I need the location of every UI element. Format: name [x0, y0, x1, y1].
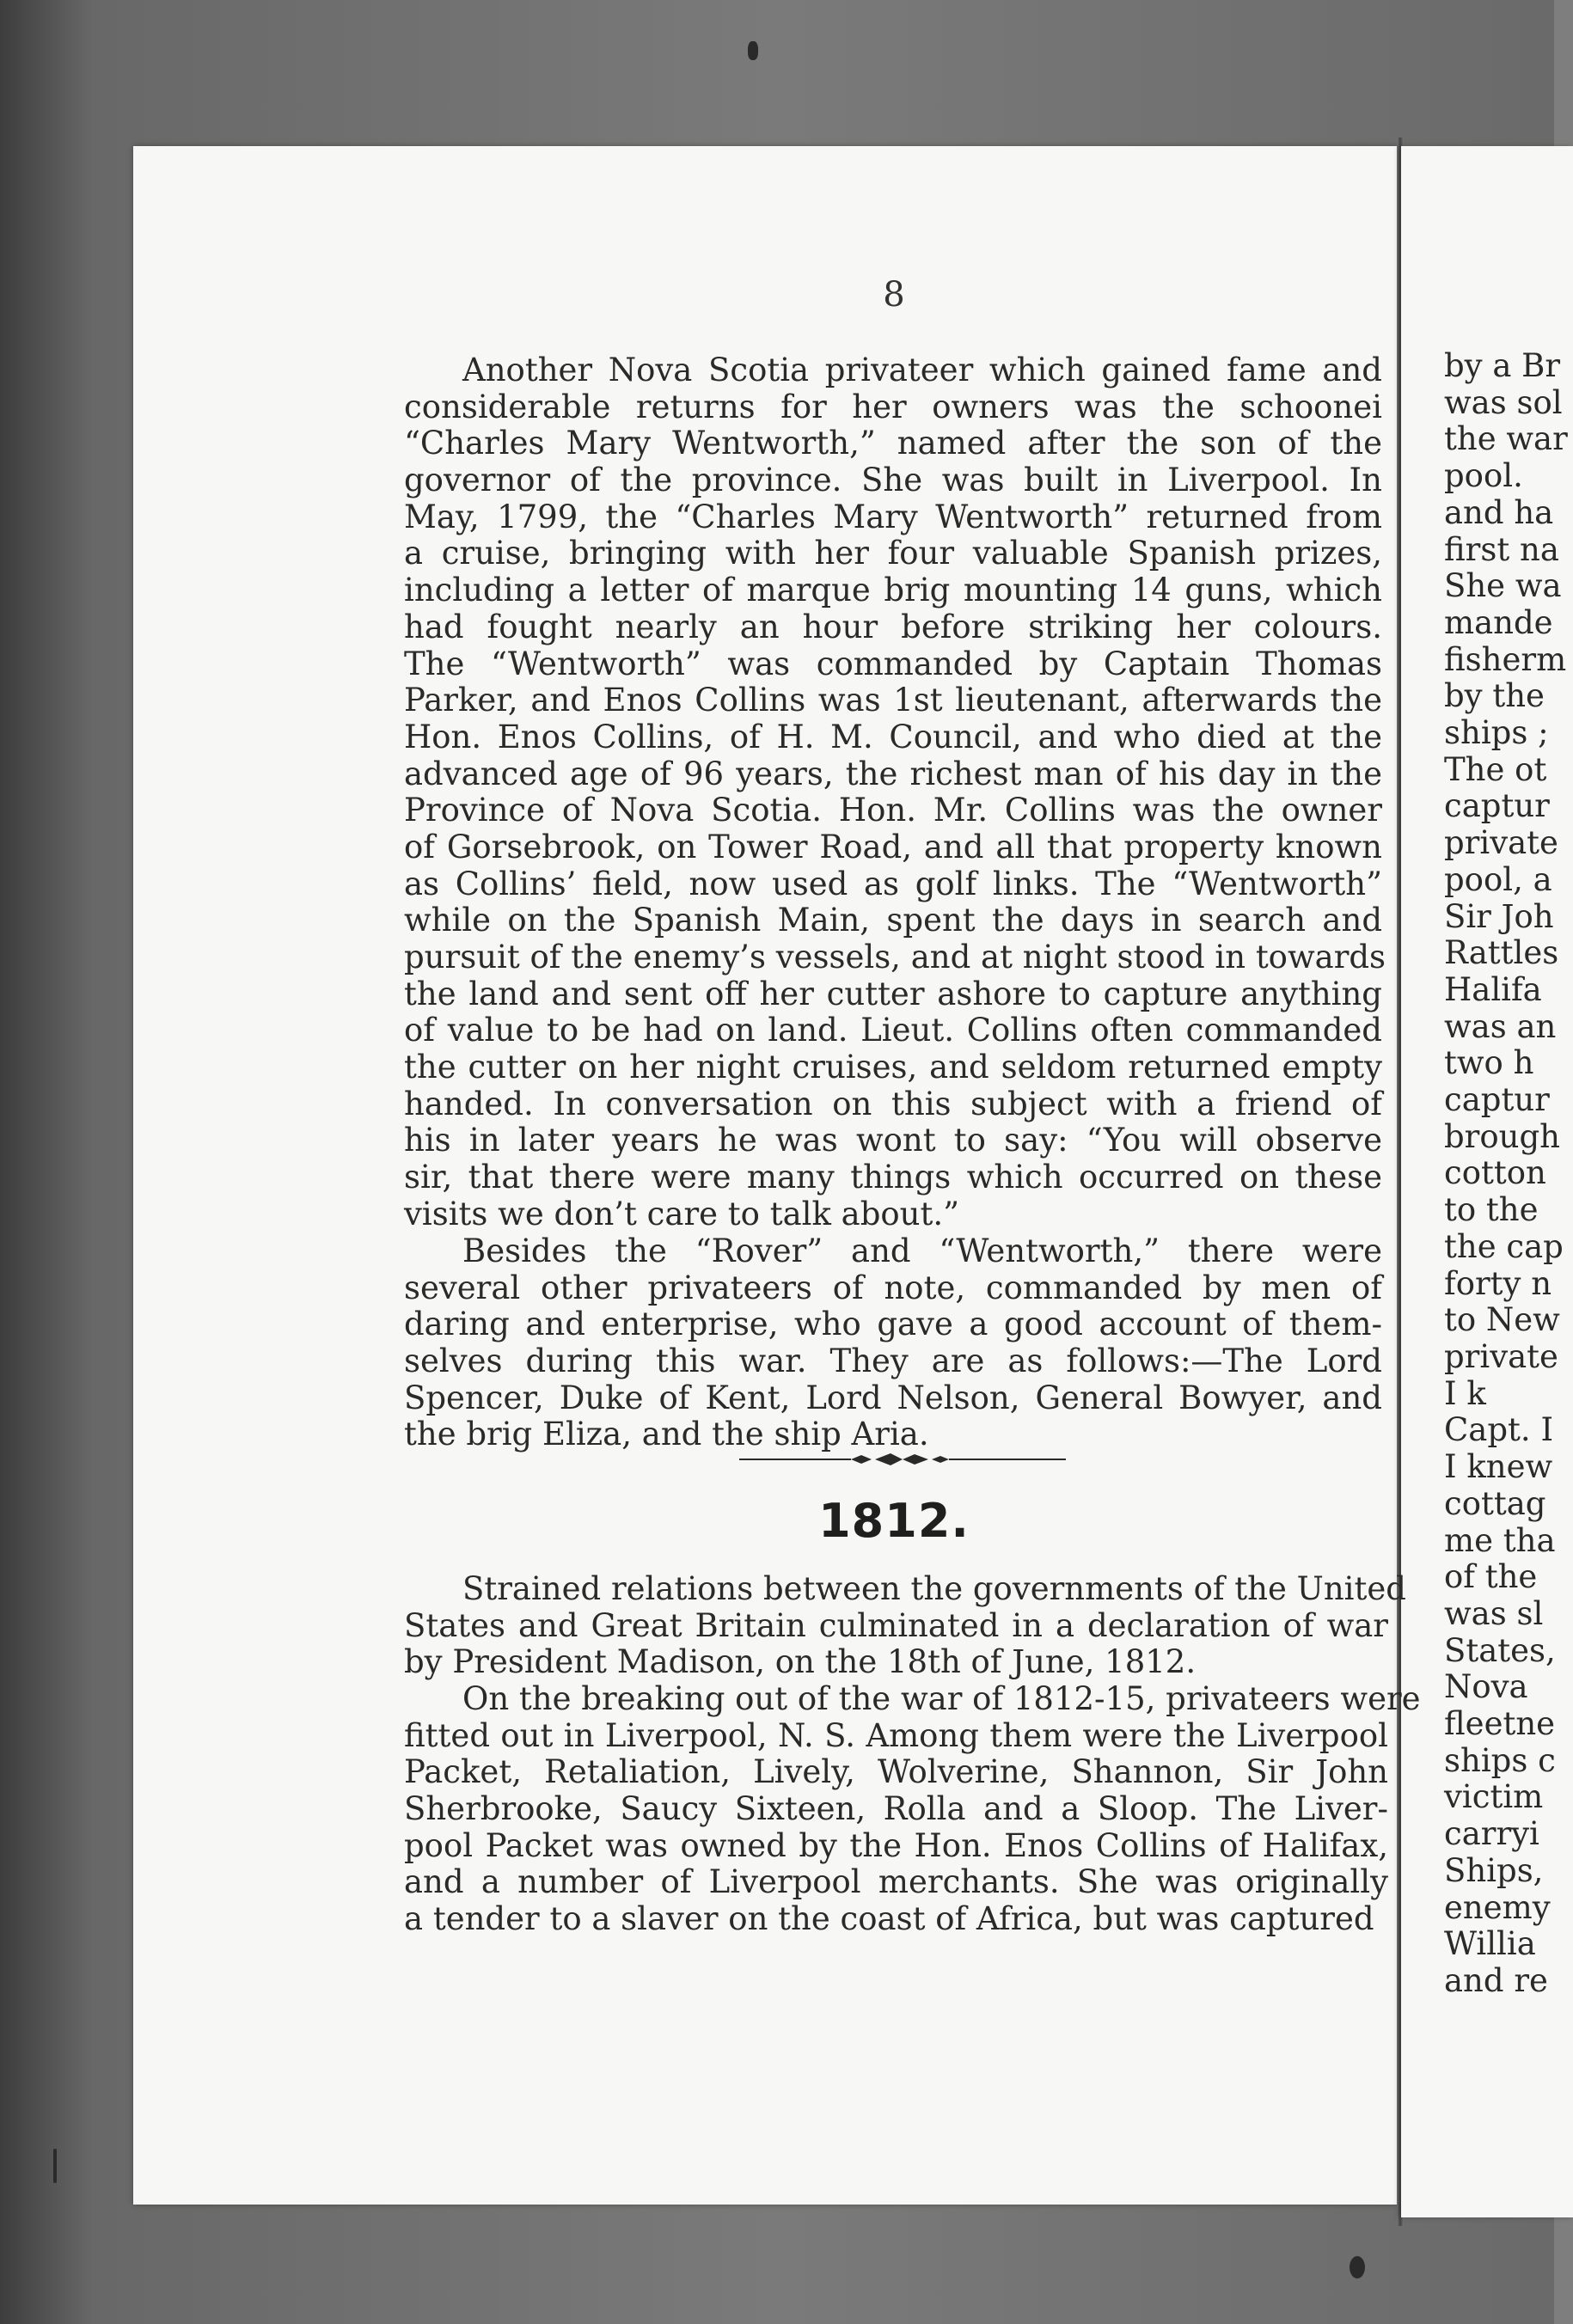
right-page-line: forty n	[1444, 1264, 1552, 1302]
text-line: Hon. Enos Collins, of H. M. Council, and who died at the	[404, 718, 1382, 755]
text-line: pursuit of the enemy’s vessels, and at night stood in towards	[404, 939, 1386, 975]
text-line: the cutter on her night cruises, and seldom returned empty	[404, 1049, 1382, 1086]
right-page-line: to New	[1444, 1301, 1560, 1339]
right-page-line: first na	[1444, 530, 1559, 568]
right-page-line: was an	[1444, 1007, 1557, 1045]
right-page-line: by the	[1444, 677, 1545, 715]
page-number: 8	[883, 275, 905, 315]
right-page-line: Nova	[1444, 1668, 1528, 1706]
right-page-line: Rattles	[1444, 934, 1559, 972]
text-line: the brig Eliza, and the ship Aria.	[404, 1416, 929, 1453]
text-line: Parker, and Enos Collins was 1st lieutenant, afterwards the	[404, 682, 1382, 719]
section-2-paragraph-2	[404, 1680, 1421, 1938]
text-line: fitted out in Liverpool, N. S. Among them were the Liverpool	[404, 1716, 1388, 1754]
text-line: pool Packet was owned by the Hon. Enos Collins of Halifax,	[404, 1826, 1388, 1864]
right-page-line: and ha	[1444, 493, 1554, 531]
right-page-line: fleetne	[1444, 1705, 1556, 1743]
right-page-line: Halifa	[1444, 970, 1542, 1008]
right-page-line: I knew	[1444, 1448, 1553, 1486]
right-page-line: States,	[1444, 1631, 1556, 1669]
right-page-line: me tha	[1444, 1521, 1556, 1559]
text-line: Strained relations between the governments of the United	[462, 1570, 1406, 1607]
right-page-line: pool.	[1444, 457, 1523, 495]
right-page-line: private	[1444, 824, 1558, 862]
right-page-line: fisherm	[1444, 640, 1567, 678]
text-line: and a number of Liverpool merchants. She was originally	[404, 1863, 1388, 1901]
text-line: as Collins’ field, now used as golf links. The “Wentworth”	[404, 865, 1382, 902]
right-page-line: cotton	[1444, 1154, 1546, 1192]
text-line: Packet, Retaliation, Lively, Wolverine, Shannon, Sir John	[404, 1753, 1388, 1791]
right-page-line: was sl	[1444, 1594, 1544, 1632]
text-line: visits we don’t care to talk about.”	[404, 1195, 960, 1232]
right-page-line: ships c	[1444, 1741, 1556, 1779]
text-line: sir, that there were many things which occurred on these	[404, 1159, 1382, 1196]
section-2-paragraph-1	[404, 1570, 1406, 1681]
right-page-line: Sir Joh	[1444, 897, 1554, 935]
right-page-line: cottag	[1444, 1484, 1546, 1522]
section-1-paragraph-1	[404, 352, 1386, 1233]
text-line: advanced age of 96 years, the richest man of his day in the	[404, 755, 1382, 792]
right-page-line: victim	[1444, 1778, 1544, 1816]
text-line: several other privateers of note, commanded by men of	[404, 1269, 1382, 1306]
text-line: selves during this war. They are as follows:—The Lord	[404, 1342, 1382, 1380]
text-line: May, 1799, the “Charles Mary Wentworth” returned from	[404, 498, 1382, 535]
text-line: Another Nova Scotia privateer which gained fame and	[462, 352, 1382, 388]
scan-speck	[748, 41, 758, 60]
right-page-line: and re	[1444, 1961, 1548, 1999]
right-page-line: to the	[1444, 1191, 1539, 1229]
text-line: Province of Nova Scotia. Hon. Mr. Collins was the owner	[404, 792, 1382, 829]
right-page-line: was sol	[1444, 383, 1563, 421]
right-page-line: Willia	[1444, 1925, 1536, 1963]
section-1-paragraph-2	[404, 1233, 1382, 1453]
right-page-line: by a Br	[1444, 347, 1561, 384]
right-page-line: pool, a	[1444, 860, 1552, 898]
text-line: daring and enterprise, who gave a good account of them-	[404, 1306, 1382, 1343]
right-page-line: captur	[1444, 1081, 1550, 1119]
right-page-line: captur	[1444, 787, 1550, 825]
year-heading: 1812.	[818, 1494, 970, 1548]
text-line: The “Wentworth” was commanded by Captain Thomas	[404, 645, 1382, 682]
scan-speck	[1350, 2256, 1365, 2278]
right-page-line: ships ;	[1444, 714, 1549, 752]
text-line: “Charles Mary Wentworth,” named after the son of the	[404, 425, 1382, 462]
right-page-line: brough	[1444, 1117, 1560, 1155]
right-page-line: Ships,	[1444, 1851, 1544, 1889]
text-line: a tender to a slaver on the coast of Africa, but was captured	[404, 1900, 1374, 1938]
text-line: of value to be had on land. Lieut. Collins often commanded	[404, 1012, 1382, 1049]
scan-speck	[53, 2149, 57, 2183]
section-divider-ornament	[739, 1449, 1066, 1470]
text-line: of Gorsebrook, on Tower Road, and all that property known	[404, 828, 1382, 865]
right-page-line: the cap	[1444, 1227, 1564, 1265]
right-page-line: of the	[1444, 1558, 1538, 1596]
right-page-line: Capt. I	[1444, 1411, 1554, 1449]
text-line: while on the Spanish Main, spent the days in search and	[404, 902, 1382, 939]
right-page-line: I k	[1444, 1374, 1486, 1412]
right-page-line: the war	[1444, 420, 1568, 458]
text-line: Sherbrooke, Saucy Sixteen, Rolla and a Sloop. The Liver-	[404, 1790, 1388, 1828]
text-line: had fought nearly an hour before striking her colours.	[404, 608, 1382, 645]
text-line: his in later years he was wont to say: “You will observe	[404, 1122, 1382, 1159]
text-line: a cruise, bringing with her four valuable Spanish prizes,	[404, 535, 1382, 572]
right-page-line: She wa	[1444, 567, 1562, 605]
right-page-line: two h	[1444, 1044, 1534, 1082]
text-line: by President Madison, on the 18th of June, 1812.	[404, 1643, 1197, 1681]
text-line: governor of the province. She was built in Liverpool. In	[404, 462, 1382, 499]
right-page-line: private	[1444, 1337, 1558, 1375]
text-line: States and Great Britain culminated in a declaration of war	[404, 1606, 1388, 1644]
text-line: including a letter of marque brig mounting 14 guns, which	[404, 572, 1382, 609]
right-page-line: mande	[1444, 603, 1553, 641]
right-page-text-fragments	[1444, 347, 1568, 2000]
text-line: the land and sent off her cutter ashore to capture anything	[404, 975, 1382, 1012]
text-line: Spencer, Duke of Kent, Lord Nelson, General Bowyer, and	[404, 1379, 1382, 1416]
text-line: On the breaking out of the war of 1812-15, privateers were	[462, 1680, 1421, 1717]
text-line: handed. In conversation on this subject with a friend of	[404, 1085, 1382, 1122]
text-line: considerable returns for her owners was the schoonei	[404, 388, 1382, 425]
text-line: Besides the “Rover” and “Wentworth,” there were	[462, 1232, 1382, 1269]
right-page-line: carryi	[1444, 1815, 1539, 1853]
right-page-line: enemy	[1444, 1888, 1551, 1926]
right-page-line: The ot	[1444, 750, 1547, 788]
